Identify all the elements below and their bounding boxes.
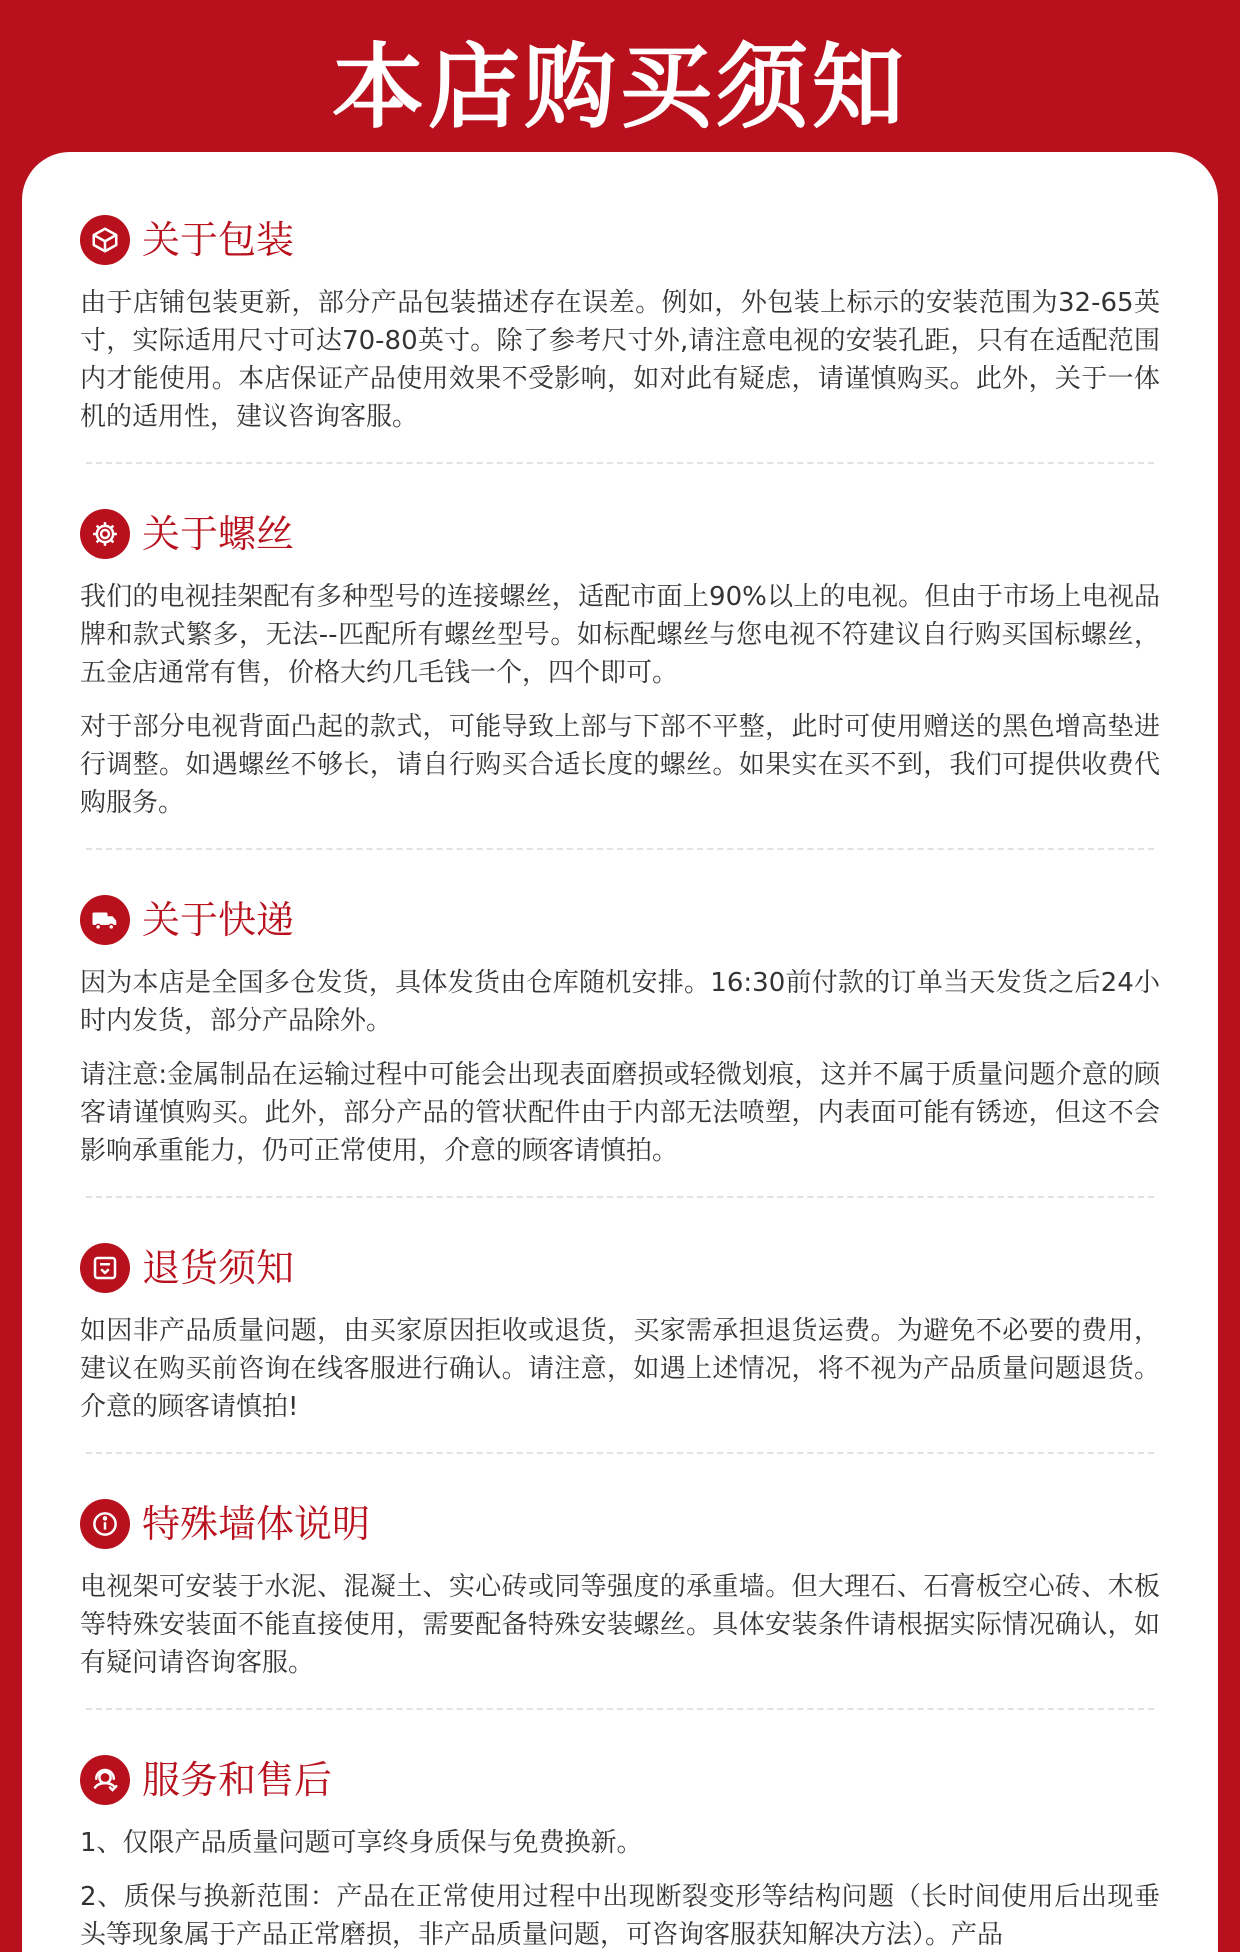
- divider: [86, 848, 1154, 850]
- section-paragraph: 2、质保与换新范围：产品在正常使用过程中出现断裂变形等结构问题（长时间使用后出现垂头等现象属于产品正常磨损，非产品质量问题，可咨询客服获知解决方法）。产品: [80, 1882, 1160, 1950]
- section-returns: [80, 1240, 1160, 1426]
- divider: [86, 462, 1154, 464]
- divider: [86, 1196, 1154, 1198]
- section-title: 特殊墙体说明: [142, 1502, 371, 1546]
- notice-card: [22, 152, 1218, 1952]
- return-box-icon: [80, 1243, 130, 1293]
- section-header: [80, 1752, 1160, 1808]
- section-service: [80, 1752, 1160, 1952]
- section-header: [80, 506, 1160, 562]
- section-title: 服务和售后: [142, 1758, 333, 1802]
- section-header: [80, 1496, 1160, 1552]
- package-icon: [80, 215, 130, 265]
- section-delivery: [80, 892, 1160, 1170]
- section-title: 关于包装: [142, 218, 295, 262]
- section-title: 退货须知: [142, 1246, 295, 1290]
- info-icon: [80, 1499, 130, 1549]
- section-paragraph: 请注意:金属制品在运输过程中可能会出现表面磨损或轻微划痕，这并不属于质量问题介意的顾客请谨慎购买。此外，部分产品的管状配件由于内部无法喷塑，内表面可能有锈迹，但这不会影响承重能力，仍可正常使用，介意的顾客请慎拍。: [80, 1060, 1160, 1166]
- divider: [86, 1708, 1154, 1710]
- gear-icon: [80, 509, 130, 559]
- section-screws: [80, 506, 1160, 822]
- section-paragraph: 由于店铺包装更新，部分产品包装描述存在误差。例如，外包装上标示的安装范围为32-65英寸，实际适用尺寸可达70-80英寸。除了参考尺寸外,请注意电视的安装孔距，只有在适配范围内才能使用。本店保证产品使用效果不受影响，如对此有疑虑，请谨慎购买。此外，关于一体机的适用性，建议咨询客服。: [80, 288, 1160, 432]
- section-special-walls: [80, 1496, 1160, 1682]
- page-title: 本店购买须知: [331, 34, 908, 141]
- section-paragraph: 电视架可安装于水泥、混凝土、实心砖或同等强度的承重墙。但大理石、石膏板空心砖、木板等特殊安装面不能直接使用，需要配备特殊安装螺丝。具体安装条件请根据实际情况确认，如有疑问请咨询客服。: [80, 1572, 1160, 1678]
- section-header: [80, 212, 1160, 268]
- section-paragraph: 1、仅限产品质量问题可享终身质保与免费换新。: [80, 1828, 643, 1858]
- truck-icon: [80, 895, 130, 945]
- divider: [86, 1452, 1154, 1454]
- service-icon: [80, 1755, 130, 1805]
- section-header: [80, 1240, 1160, 1296]
- section-header: [80, 892, 1160, 948]
- section-title: 关于螺丝: [142, 512, 295, 556]
- section-title: 关于快递: [142, 898, 295, 942]
- section-packaging: [80, 212, 1160, 436]
- section-paragraph: 因为本店是全国多仓发货，具体发货由仓库随机安排。16:30前付款的订单当天发货之后24小时内发货，部分产品除外。: [80, 968, 1160, 1036]
- section-paragraph: 对于部分电视背面凸起的款式，可能导致上部与下部不平整，此时可使用赠送的黑色增高垫进行调整。如遇螺丝不够长，请自行购买合适长度的螺丝。如果实在买不到，我们可提供收费代购服务。: [80, 712, 1160, 818]
- section-paragraph: 我们的电视挂架配有多种型号的连接螺丝，适配市面上90%以上的电视。但由于市场上电视品牌和款式繁多，无法--匹配所有螺丝型号。如标配螺丝与您电视不符建议自行购买国标螺丝，五金店通常有售，价格大约几毛钱一个，四个即可。: [80, 582, 1160, 688]
- section-paragraph: 如因非产品质量问题，由买家原因拒收或退货，买家需承担退货运费。为避免不必要的费用，建议在购买前咨询在线客服进行确认。请注意，如遇上述情况，将不视为产品质量问题退货。介意的顾客请慎拍!: [80, 1316, 1160, 1422]
